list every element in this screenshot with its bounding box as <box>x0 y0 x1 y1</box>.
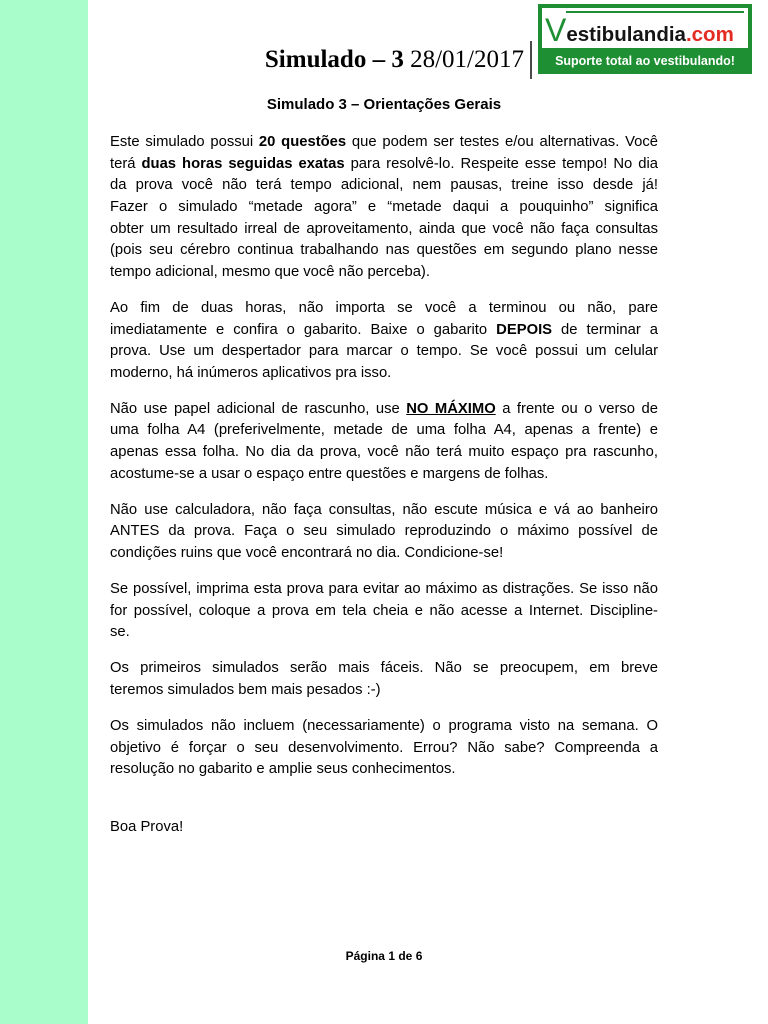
bold-text: DEPOIS <box>496 321 553 338</box>
text-run: moderno, há inúmeros aplicativos pra isso. <box>110 364 392 381</box>
header-title: Simulado – 3 <box>264 46 404 73</box>
paragraph-line <box>110 399 658 421</box>
page-number: 1 <box>388 949 395 963</box>
text-run: prova. Use um despertador para marcar o tempo. Se você possui um celular <box>110 343 658 360</box>
logo-name: Vestibulandia <box>545 12 686 48</box>
page-of-label: de <box>398 949 413 963</box>
paragraph-line <box>110 543 658 565</box>
paragraph-line <box>110 298 658 320</box>
paragraph-line <box>110 262 658 284</box>
text-run: ANTES da prova. Faça o seu simulado reproduzindo o máximo possível de <box>110 523 658 540</box>
text-run: (pois seu cérebro continua trabalhando nas questões em segundo plano nesse <box>110 242 658 259</box>
paragraph-line <box>110 363 658 385</box>
text-run: teremos simulados bem mais pesados :-) <box>110 681 381 698</box>
text-run: da prova você não terá tempo adicional, nem pausas, treine isso desde já! <box>110 177 658 194</box>
text-run: for possível, coloque a prova em tela cheia e não acesse a Internet. Discipline- <box>110 602 658 619</box>
text-run: Fazer o simulado “metade agora” e “metade daqui a pouquinho” significa <box>110 199 658 216</box>
paragraph-line <box>110 240 658 262</box>
paragraph-distractions <box>110 579 658 644</box>
text-run: Não use papel adicional de rascunho, use <box>110 400 407 417</box>
text-run: de terminar a <box>552 321 658 338</box>
paragraph-program <box>110 716 658 781</box>
paragraph-line <box>110 132 658 154</box>
page-total: 6 <box>415 949 423 963</box>
paragraph-line <box>110 320 658 342</box>
page-header <box>265 44 524 76</box>
bold-underlined-text: NO MÁXIMO <box>406 400 496 417</box>
text-run: condições ruins que você encontrará no dia. Condicione-se! <box>110 544 504 561</box>
text-run: que podem ser testes e/ou alternativas. Você <box>346 134 658 151</box>
text-run: uma folha A4 (preferivelmente, metade de uma folha A4, apenas a frente) e <box>110 422 658 439</box>
paragraph-line <box>110 341 658 363</box>
document-body <box>110 93 658 838</box>
paragraph-line <box>110 464 658 486</box>
paragraph-line <box>110 175 658 197</box>
text-run: imediatamente e confira o gabarito. Baixe o gabarito <box>110 321 497 338</box>
paragraph-answer-key <box>110 298 658 384</box>
paragraph-line <box>110 658 658 680</box>
logo-tagline: Suporte total ao vestibulando! <box>555 54 735 68</box>
text-run: se. <box>110 624 130 641</box>
paragraph-line <box>110 442 658 464</box>
paragraph-difficulty <box>110 658 658 701</box>
text-run: apenas essa folha. No dia da prova, você não terá muito espaço pra rascunho, <box>110 444 658 461</box>
header-divider <box>530 41 532 79</box>
text-run: obter um resultado irreal de aproveitamento, ainda que você não faça consultas <box>110 220 658 237</box>
paragraph-time-rules <box>110 132 658 283</box>
paragraph-line <box>110 601 658 623</box>
paragraph-line <box>110 219 658 241</box>
paragraph-scratch-paper <box>110 399 658 485</box>
paragraph-line <box>110 197 658 219</box>
logo-brand <box>545 12 734 48</box>
text-run: a frente ou o verso de <box>495 400 658 417</box>
paragraph-line <box>110 420 658 442</box>
text-run: Os simulados não incluem (necessariamente) o programa visto na semana. O <box>110 717 658 734</box>
text-run: acostume-se a usar o espaço entre questões e margens de folhas. <box>110 465 549 482</box>
text-run: para resolvê-lo. Respeite esse tempo! No dia <box>344 155 658 172</box>
text-run: objetivo é forçar o seu desenvolvimento. Errou? Não sabe? Compreenda a <box>110 739 658 756</box>
logo-tld: .com <box>685 23 734 46</box>
paragraph-line <box>110 759 658 781</box>
paragraph-line <box>110 622 658 644</box>
closing-line: Boa Prova! <box>110 818 184 835</box>
text-run: terá <box>110 155 142 172</box>
paragraph-line <box>110 716 658 738</box>
logo-panel <box>542 8 748 48</box>
text-run: Os primeiros simulados serão mais fáceis. Não se preocupem, em breve <box>110 660 658 677</box>
vestibulandia-logo <box>538 4 752 74</box>
paragraph-line <box>110 680 658 702</box>
paragraph-line <box>110 500 658 522</box>
paragraph-conditions <box>110 500 658 565</box>
text-run: Este simulado possui <box>110 134 259 151</box>
paragraph-line <box>110 521 658 543</box>
left-color-stripe <box>0 0 88 1024</box>
bold-text: 20 questões <box>258 134 347 151</box>
paragraph-line <box>110 579 658 601</box>
header-date: 28/01/2017 <box>410 46 524 73</box>
text-run: Se possível, imprima esta prova para evitar ao máximo as distrações. Se isso não <box>110 580 658 597</box>
text-run: Não use calculadora, não faça consultas, não escute música e vá ao banheiro <box>110 501 658 518</box>
text-run: resolução no gabarito e amplie seus conhecimentos. <box>110 761 456 778</box>
paragraph-line <box>110 154 658 176</box>
document-heading: Simulado 3 – Orientações Gerais <box>266 96 502 113</box>
page-footer <box>110 947 658 965</box>
bold-text: duas horas seguidas exatas <box>141 155 345 172</box>
text-run: tempo adicional, mesmo que você não perceba). <box>110 263 430 280</box>
text-run: Ao fim de duas horas, não importa se você a terminou ou não, pare <box>110 299 658 316</box>
page-label: Página <box>345 949 385 963</box>
paragraph-line <box>110 738 658 760</box>
